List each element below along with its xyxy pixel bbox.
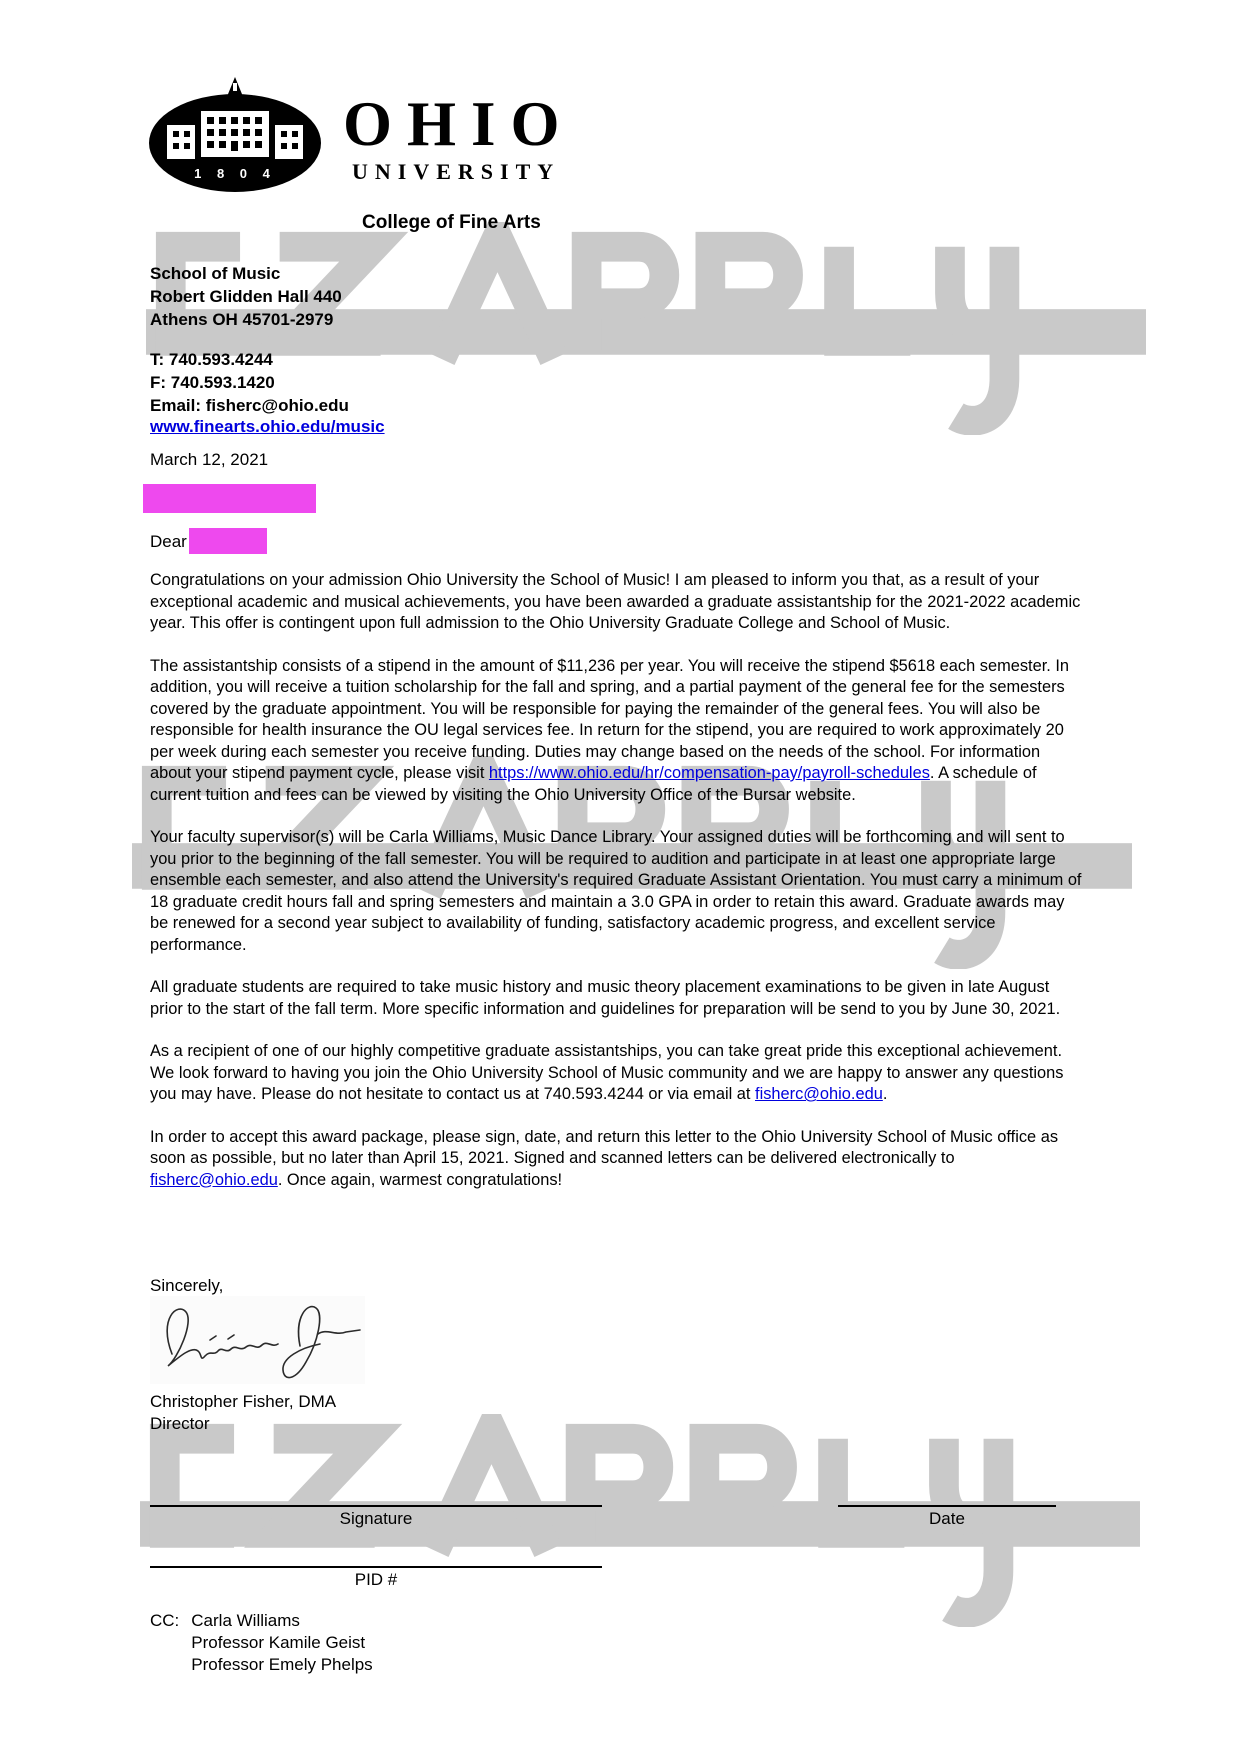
closing: Sincerely, (150, 1276, 224, 1295)
paragraph-text: . Once again, warmest congratulations! (277, 1170, 563, 1189)
inline-link[interactable]: fisherc@ohio.edu (755, 1085, 883, 1103)
paragraph-text: Congratulations on your admission Ohio University the School of Music! I am pleased to inform you that, as a result of your exceptional academic and musical achievements, you have been awarded a graduate assistantship for the 2021-2022 academic year. This offer is contingent upon full admission to the Ohio University Graduate College and School of Music. (150, 571, 1081, 632)
redacted-recipient-name (189, 528, 267, 554)
college-name: College of Fine Arts (362, 212, 541, 233)
dept-line: School of Music (150, 264, 281, 283)
cc-block (150, 1610, 373, 1676)
paragraph-1 (150, 570, 1083, 635)
cc-names (191, 1610, 372, 1676)
pid-line (150, 1566, 602, 1568)
inline-link[interactable]: https://www.ohio.edu/hr/compensation-pay/payroll-schedules (488, 764, 930, 782)
pid-label: PID # (354, 1570, 398, 1589)
email-line: Email: fisherc@ohio.edu (150, 396, 349, 415)
handwritten-signature-icon (150, 1296, 365, 1384)
signature-label: Signature (339, 1509, 413, 1528)
paragraph-text: In order to accept this award package, please sign, date, and return this letter to the Ohio University School of Music office as soon as possible, but no later than April 15, 2021. Signed and scanned letters can be delivered electronically to (150, 1127, 1059, 1167)
department-address (150, 262, 342, 331)
contact-block (150, 348, 349, 417)
paragraph-3 (150, 827, 1083, 956)
university-wordmark-sub: UNIVERSITY (352, 159, 561, 184)
paragraph-text: . (882, 1085, 888, 1103)
paragraph-text: Your faculty supervisor(s) will be Carla Williams, Music Dance Library. Your assigned duties will be forthcoming and will sent to you prior to the beginning of the fall semester. You will be required to audition and participate in at least one appropriate large ensemble each semester, and also attend the University's required Graduate Assistant Orientation. You must carry a minimum of 18 graduate credit hours fall and spring semesters and maintain a 3.0 GPA in order to retain this award. Graduate awards may be renewed for a second year subject to availability of funding, satisfactory academic progress, and excellent service performance. (150, 828, 1082, 954)
letter-body (150, 570, 1083, 1212)
cc-name: Carla Williams (191, 1611, 300, 1630)
paragraph-text: The assistantship consists of a stipend in the amount of $11,236 per year. You will receive the stipend $5618 each semester. In addition, you will receive a tuition scholarship for the fall and spring, and a partial payment of the general fee for the semesters covered by the graduate appointment. You will be responsible for paying the remainder of the general fees. You will also be responsible for health insurance the OU legal services fee. In return for the stipend, you are required to work approximately 20 per week during each semester you receive funding. Duties may change based on the needs of the school. For information about your stipend payment cycle, please visit (150, 656, 1070, 782)
cc-name: Professor Kamile Geist (191, 1633, 366, 1652)
svg-text:1 8 0 4: 1 8 0 4 (194, 166, 276, 181)
signature-line (150, 1505, 602, 1507)
cc-prefix: CC: (150, 1611, 180, 1630)
paragraph-text: . A schedule of current tuition and fees can be viewed by visiting the Ohio University Office of the Bursar website. (150, 764, 1037, 804)
dept-line: Robert Glidden Hall 440 (150, 287, 342, 306)
date-line-rule (838, 1505, 1056, 1507)
date-label: Date (929, 1509, 965, 1528)
university-wordmark: OHIO (343, 89, 575, 159)
signer-name: Christopher Fisher, DMA (150, 1392, 337, 1411)
paragraph-4 (150, 977, 1083, 1020)
ohio-university-seal-icon (147, 73, 323, 193)
dept-line: Athens OH 45701-2979 (150, 310, 334, 329)
cc-name: Professor Emely Phelps (191, 1655, 373, 1674)
inline-link[interactable]: fisherc@ohio.edu (150, 1170, 278, 1189)
letter-date: March 12, 2021 (150, 450, 269, 469)
paragraph-text: As a recipient of one of our highly competitive graduate assistantships, you can take great pride this exceptional achievement. We look forward to having you join the Ohio University School of Music community and we are happy to answer any questions you may have. Please do not hesitate to contact us at 740.593.4244 or via email at (150, 1042, 1064, 1103)
paragraph-6 (150, 1127, 1083, 1192)
paragraph-2 (150, 656, 1083, 807)
signer-title: Director (150, 1414, 210, 1433)
redacted-recipient-block (143, 484, 316, 513)
paragraph-text: All graduate students are required to take music history and music theory placement examinations to be given in late August prior to the start of the fall term. More specific information and guidelines for preparation will be send to you by June 30, 2021. (150, 978, 1061, 1018)
fax-line: F: 740.593.1420 (150, 373, 275, 392)
phone-line: T: 740.593.4244 (150, 350, 273, 369)
salutation: Dear (150, 532, 187, 551)
website-link[interactable]: www.finearts.ohio.edu/music (150, 417, 385, 436)
paragraph-5 (150, 1041, 1083, 1106)
